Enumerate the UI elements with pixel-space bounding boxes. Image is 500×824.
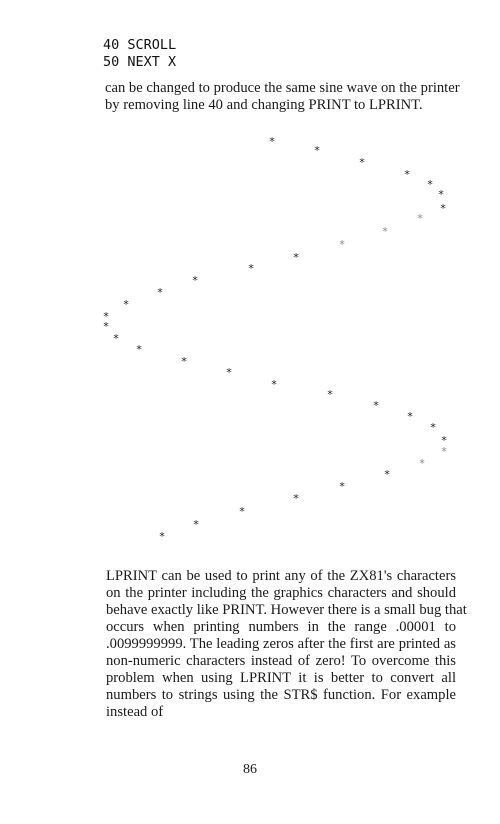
body-line: instead of: [106, 704, 164, 720]
wave-asterisk: *: [338, 238, 346, 251]
code-line-50: 50 NEXT X: [103, 54, 177, 70]
intro-line: by removing line 40 and changing PRINT to LPRINT.: [105, 97, 423, 113]
body-line: .0099999999. The leading zeros after the first are printed as: [106, 636, 456, 652]
wave-asterisk: *: [372, 399, 380, 412]
wave-asterisk: *: [418, 457, 426, 470]
wave-asterisk: *: [225, 366, 233, 379]
page-number: 86: [243, 762, 257, 777]
wave-asterisk: *: [326, 388, 334, 401]
body-line: on the printer including the graphics characters and should: [106, 585, 456, 601]
body-line: occurs when printing numbers in the range .00001 to: [106, 619, 456, 635]
wave-asterisk: *: [135, 343, 143, 356]
wave-asterisk: *: [102, 310, 110, 323]
wave-asterisk: *: [383, 468, 391, 481]
code-line-40: 40 SCROLL: [103, 37, 177, 53]
wave-asterisk: *: [122, 298, 130, 311]
wave-asterisk: *: [416, 212, 424, 225]
wave-asterisk: *: [156, 286, 164, 299]
wave-asterisk: *: [268, 135, 276, 148]
body-line: problem when using LPRINT it is better to convert all: [106, 670, 456, 686]
body-line: numbers to strings using the STR$ function. For example: [106, 687, 456, 703]
wave-asterisk: *: [180, 355, 188, 368]
wave-asterisk: *: [429, 421, 437, 434]
wave-asterisk: *: [270, 378, 278, 391]
body-line: behave exactly like PRINT. However there is a small bug that: [106, 602, 467, 618]
wave-asterisk: *: [439, 202, 447, 215]
wave-asterisk: *: [403, 168, 411, 181]
wave-asterisk: *: [437, 188, 445, 201]
wave-asterisk: *: [406, 410, 414, 423]
wave-asterisk: *: [191, 274, 199, 287]
wave-asterisk: *: [158, 530, 166, 543]
wave-asterisk: *: [440, 445, 448, 458]
intro-line: can be changed to produce the same sine wave on the printer: [105, 80, 460, 96]
wave-asterisk: *: [112, 332, 120, 345]
wave-asterisk: *: [426, 178, 434, 191]
wave-asterisk: *: [192, 518, 200, 531]
wave-asterisk: *: [292, 492, 300, 505]
wave-asterisk: *: [292, 251, 300, 264]
wave-asterisk: *: [381, 225, 389, 238]
wave-asterisk: *: [102, 320, 110, 333]
wave-asterisk: *: [358, 156, 366, 169]
body-paragraph: [106, 568, 467, 721]
wave-asterisk: *: [247, 262, 255, 275]
wave-asterisk: *: [440, 434, 448, 447]
wave-asterisk: *: [338, 480, 346, 493]
wave-asterisk: *: [313, 144, 321, 157]
wave-asterisk: *: [238, 505, 246, 518]
body-line: non-numeric characters instead of zero! To overcome this: [106, 653, 456, 669]
body-line: LPRINT can be used to print any of the ZX81's characters: [106, 568, 456, 584]
